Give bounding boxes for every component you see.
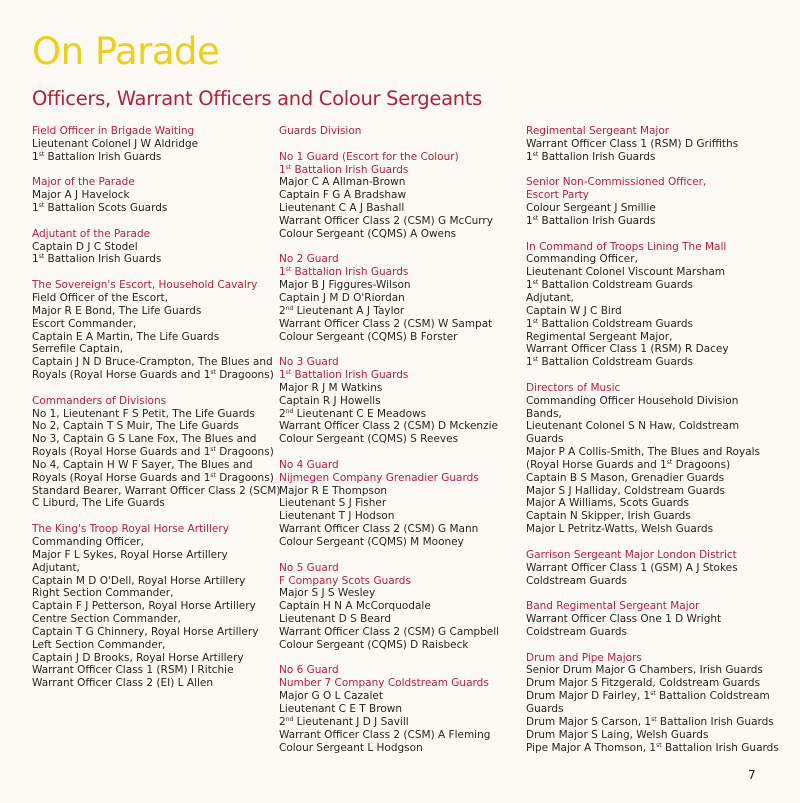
roster-line: (Royal Horse Guards and 1st Dragoons) xyxy=(526,458,731,471)
roster-section xyxy=(279,562,524,652)
roster-line: Royals (Royal Horse Guards and 1st Dragoons) xyxy=(32,446,274,459)
roster-line: Major R E Bond, The Life Guards xyxy=(32,304,202,317)
roster-line: 2nd Lieutenant J D J Savill xyxy=(279,715,409,728)
roster-line: Captain B S Mason, Grenadier Guards xyxy=(526,471,725,484)
roster-line: Captain W J C Bird xyxy=(526,304,622,317)
roster-line: Colour Sergeant (CQMS) M Mooney xyxy=(279,536,464,548)
roster-line: Captain J D Brooks, Royal Horse Artillery xyxy=(32,651,244,664)
roster-line: 1st Battalion Irish Guards xyxy=(526,214,656,227)
roster-section xyxy=(526,382,766,536)
roster-line: Pipe Major A Thomson, 1st Battalion Irish Guards xyxy=(526,741,779,754)
roster-line: Lieutenant T J Hodson xyxy=(279,510,395,523)
roster-line: Major R J M Watkins xyxy=(279,381,383,394)
roster-section xyxy=(526,125,766,164)
roster-line: Lieutenant Colonel J W Aldridge xyxy=(32,137,199,150)
roster-line: Warrant Officer Class One 1 D Wright xyxy=(526,613,722,626)
roster-line: Royals (Royal Horse Guards and 1st Dragoons) xyxy=(32,369,274,382)
section-heading: Regimental Sergeant Major xyxy=(526,125,670,137)
section-heading: No 2 Guard xyxy=(279,253,339,266)
roster-line: Captain J N D Bruce-Crampton, The Blues and xyxy=(32,356,273,369)
roster-line: 1st Battalion Irish Guards xyxy=(32,253,162,266)
roster-section xyxy=(279,125,524,138)
roster-line: Adjutant, xyxy=(526,291,574,304)
roster-line: Major P A Collis-Smith, The Blues and Royals xyxy=(526,446,760,459)
roster-line: Major F L Sykes, Royal Horse Artillery xyxy=(32,548,228,561)
roster-section xyxy=(279,459,524,549)
roster-line: C Liburd, The Life Guards xyxy=(32,497,165,510)
roster-line: Drum Major S Fitzgerald, Coldstream Guards xyxy=(526,677,761,690)
roster-line: Guards xyxy=(526,433,564,446)
roster-section xyxy=(32,228,277,267)
section-subheading: 1st Battalion Irish Guards xyxy=(279,266,409,279)
roster-line: Major R E Thompson xyxy=(279,484,388,497)
roster-line: 2nd Lieutenant A J Taylor xyxy=(279,304,405,317)
roster-line: Captain F J Petterson, Royal Horse Artillery xyxy=(32,600,256,613)
roster-section xyxy=(32,125,277,164)
section-heading: No 5 Guard xyxy=(279,561,339,574)
section-heading: No 6 Guard xyxy=(279,664,339,677)
roster-line: Drum Major D Fairley, 1st Battalion Coldstream xyxy=(526,690,770,703)
roster-line: Commanding Officer, xyxy=(526,253,638,266)
roster-section xyxy=(526,600,766,639)
roster-section xyxy=(526,651,779,755)
roster-line: Field Officer of the Escort, xyxy=(32,291,168,304)
roster-line: Drum Major S Carson, 1st Battalion Irish Guards xyxy=(526,715,774,728)
roster-line: 2nd Lieutenant C E Meadows xyxy=(279,407,427,420)
roster-line: Coldstream Guards xyxy=(526,574,627,587)
roster-line: No 3, Captain G S Lane Fox, The Blues and xyxy=(32,433,257,446)
section-subheading: F Company Scots Guards xyxy=(279,574,411,587)
roster-line: Guards xyxy=(526,702,564,715)
roster-line: Lieutenant Colonel S N Haw, Coldstream xyxy=(526,420,740,433)
roster-section xyxy=(279,253,524,343)
roster-line: Lieutenant C A J Bashall xyxy=(279,202,405,215)
roster-line: Major G O L Cazalet xyxy=(279,690,383,703)
roster-line: 1st Battalion Coldstream Guards xyxy=(526,356,694,369)
roster-line: Colour Sergeant J Smillie xyxy=(526,202,656,215)
roster-line: Warrant Officer Class 1 (GSM) A J Stokes xyxy=(526,561,738,574)
roster-line: Major A J Havelock xyxy=(32,189,130,202)
section-subheading: 1st Battalion Irish Guards xyxy=(279,163,409,176)
section-heading: In Command of Troops Lining The Mall xyxy=(526,240,727,253)
section-subheading: Number 7 Company Coldstream Guards xyxy=(279,677,489,690)
roster-line: Warrant Officer Class 2 (CSM) D Mckenzie xyxy=(279,420,498,433)
roster-line: Major C A Allman-Brown xyxy=(279,176,406,189)
section-heading: Senior Non-Commissioned Officer, xyxy=(526,176,707,189)
roster-line: Colour Sergeant (CQMS) D Raisbeck xyxy=(279,638,469,651)
roster-line: No 4, Captain H W F Sayer, The Blues and xyxy=(32,458,253,471)
roster-section xyxy=(526,241,766,369)
roster-line: Warrant Officer Class 1 (RSM) R Dacey xyxy=(526,343,729,356)
roster-line: Serrefile Captain, xyxy=(32,343,124,356)
roster-line: Warrant Officer Class 2 (CSM) G McCurry xyxy=(279,214,493,227)
roster-line: Warrant Officer Class 1 (RSM) I Ritchie xyxy=(32,664,234,677)
section-heading: Major of the Parade xyxy=(32,176,135,189)
section-heading: Band Regimental Sergeant Major xyxy=(526,600,700,613)
roster-line: Captain R J Howells xyxy=(279,394,381,407)
roster-line: Colour Sergeant L Hodgson xyxy=(279,741,423,754)
roster-line: Commanding Officer Household Division xyxy=(526,394,739,407)
roster-line: Left Section Commander, xyxy=(32,638,166,651)
roster-line: Colour Sergeant (CQMS) S Reeves xyxy=(279,433,459,446)
roster-section xyxy=(279,664,524,754)
roster-section xyxy=(32,176,277,215)
section-heading: Adjutant of the Parade xyxy=(32,227,151,240)
roster-line: Major S J S Wesley xyxy=(279,587,376,600)
roster-line: Coldstream Guards xyxy=(526,625,627,638)
roster-line: Right Section Commander, xyxy=(32,587,174,600)
roster-line: Adjutant, xyxy=(32,561,80,574)
roster-line: Centre Section Commander, xyxy=(32,613,181,626)
roster-line: Major A Williams, Scots Guards xyxy=(526,497,689,510)
roster-line: Warrant Officer Class 2 (CSM) G Campbell xyxy=(279,625,500,638)
section-heading: Escort Party xyxy=(526,189,590,202)
roster-section xyxy=(279,356,524,446)
roster-line: Standard Bearer, Warrant Officer Class 2 (SCM) xyxy=(32,484,281,497)
section-heading: Drum and Pipe Majors xyxy=(526,651,642,664)
roster-line: Major L Petritz-Watts, Welsh Guards xyxy=(526,523,714,536)
roster-line: Regimental Sergeant Major, xyxy=(526,330,673,343)
page-number: 7 xyxy=(748,768,756,782)
roster-line: Captain E A Martin, The Life Guards xyxy=(32,330,220,343)
roster-line: Bands, xyxy=(526,407,562,420)
roster-line: No 1, Lieutenant F S Petit, The Life Guards xyxy=(32,407,255,420)
roster-line: 1st Battalion Scots Guards xyxy=(32,202,168,215)
section-heading: The Sovereign's Escort, Household Cavalry xyxy=(32,279,258,292)
roster-line: Lieutenant Colonel Viscount Marsham xyxy=(526,266,726,279)
roster-section xyxy=(32,523,277,690)
roster-line: Warrant Officer Class 2 (CSM) W Sampat xyxy=(279,317,493,330)
roster-line: Captain M D O'Dell, Royal Horse Artillery xyxy=(32,574,246,587)
column-2 xyxy=(279,125,524,767)
roster-line: Commanding Officer, xyxy=(32,536,144,548)
roster-line: Royals (Royal Horse Guards and 1st Dragoons) xyxy=(32,471,274,484)
section-subheading: 1st Battalion Irish Guards xyxy=(279,369,409,382)
roster-line: Captain F G A Bradshaw xyxy=(279,189,407,202)
roster-line: Escort Commander, xyxy=(32,317,137,330)
section-heading: Garrison Sergeant Major London District xyxy=(526,548,737,561)
section-heading: Field Officer in Brigade Waiting xyxy=(32,125,195,137)
roster-line: Warrant Officer Class 2 (CSM) G Mann xyxy=(279,523,479,536)
roster-line: Captain N Skipper, Irish Guards xyxy=(526,510,691,523)
roster-line: 1st Battalion Irish Guards xyxy=(32,150,162,163)
section-subheading: Nijmegen Company Grenadier Guards xyxy=(279,471,479,484)
roster-line: Lieutenant S J Fisher xyxy=(279,497,387,510)
roster-line: Warrant Officer Class 2 (CSM) A Fleming xyxy=(279,728,491,741)
roster-line: 1st Battalion Irish Guards xyxy=(526,150,656,163)
roster-line: No 2, Captain T S Muir, The Life Guards xyxy=(32,420,239,433)
section-heading: The King's Troop Royal Horse Artillery xyxy=(32,523,229,536)
column-1 xyxy=(32,125,281,703)
section-heading: Directors of Music xyxy=(526,381,621,394)
roster-line: Captain D J C Stodel xyxy=(32,240,138,253)
section-heading: No 1 Guard (Escort for the Colour) xyxy=(279,150,459,163)
section-heading: Guards Division xyxy=(279,125,362,137)
roster-line: Warrant Officer Class 2 (EI) L Allen xyxy=(32,677,214,690)
roster-section xyxy=(526,549,766,588)
roster-section xyxy=(526,176,766,227)
roster-line: Colour Sergeant (CQMS) A Owens xyxy=(279,227,457,240)
roster-section xyxy=(32,394,281,511)
roster-line: 1st Battalion Coldstream Guards xyxy=(526,279,694,292)
roster-line: Major S J Halliday, Coldstream Guards xyxy=(526,484,725,497)
roster-line: Colour Sergeant (CQMS) B Forster xyxy=(279,330,458,343)
column-3 xyxy=(526,125,779,767)
roster-line: Major B J Figgures-Wilson xyxy=(279,279,411,292)
roster-section xyxy=(279,151,524,241)
roster-line: Lieutenant C E T Brown xyxy=(279,702,403,715)
section-heading: Commanders of Divisions xyxy=(32,394,167,407)
page-subtitle: Officers, Warrant Officers and Colour Sergeants xyxy=(32,87,482,110)
roster-line: Senior Drum Major G Chambers, Irish Guards xyxy=(526,664,763,677)
section-heading: No 3 Guard xyxy=(279,356,339,369)
roster-line: Lieutenant D S Beard xyxy=(279,613,391,626)
page-title: On Parade xyxy=(32,30,220,73)
roster-line: Captain J M D O'Riordan xyxy=(279,291,405,304)
roster-line: Drum Major S Laing, Welsh Guards xyxy=(526,728,709,741)
roster-section xyxy=(32,279,277,382)
roster-line: Captain H N A McCorquodale xyxy=(279,600,431,613)
roster-line: Captain T G Chinnery, Royal Horse Artillery xyxy=(32,625,259,638)
roster-line: 1st Battalion Coldstream Guards xyxy=(526,317,694,330)
section-heading: No 4 Guard xyxy=(279,458,339,471)
roster-line: Warrant Officer Class 1 (RSM) D Griffiths xyxy=(526,137,739,150)
